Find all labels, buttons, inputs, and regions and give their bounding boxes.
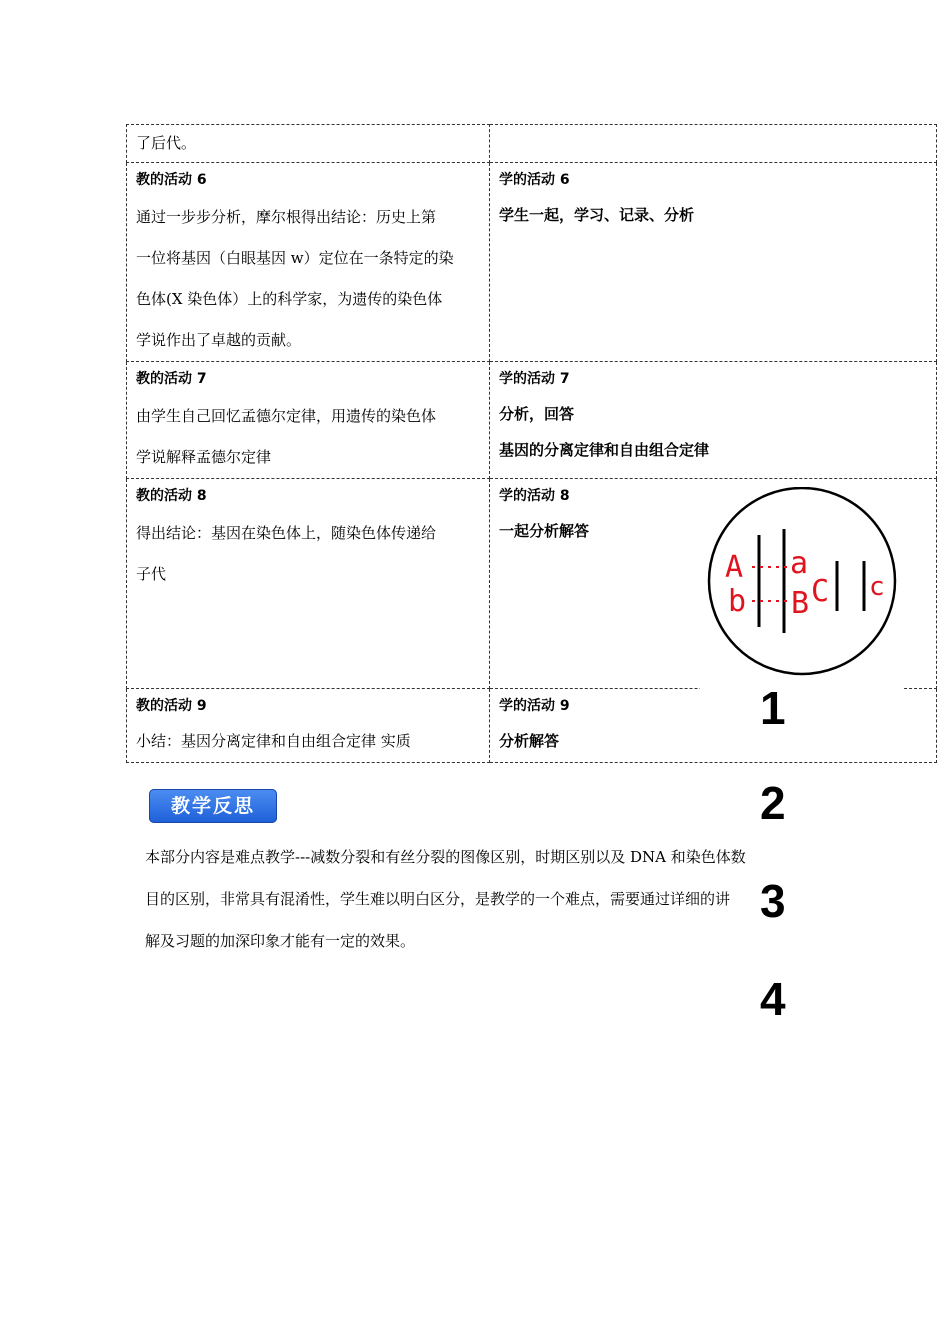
reflection-line: 本部分内容是难点教学---减数分裂和有丝分裂的图像区别，时期区别以及 DNA 和染色体数 [145, 848, 746, 866]
student-activity-6 [490, 163, 937, 362]
teacher-activity-9 [127, 689, 490, 763]
teacher-activity-8 [127, 479, 490, 689]
number-marker: 3 [760, 875, 786, 927]
student-activity-6-title: 学的活动 6 [499, 172, 570, 188]
student-activity-9-title: 学的活动 9 [499, 698, 570, 714]
teacher-activity-6-line: 一位将基因（白眼基因 w）定位在一条特定的染 [136, 249, 454, 267]
chromosome-gene-diagram [700, 487, 904, 689]
row0-left-text: 了后代。 [136, 134, 197, 152]
teacher-activity-8-line: 得出结论：基因在染色体上，随染色体传递给 [136, 524, 437, 542]
teacher-activity-6-title: 教的活动 6 [136, 172, 207, 188]
number-marker: 1 [760, 682, 786, 734]
student-activity-7 [490, 362, 937, 479]
gene-label-C: C [811, 574, 830, 609]
teacher-activity-7 [127, 362, 490, 479]
student-activity-9 [490, 689, 937, 763]
teacher-activity-6 [127, 163, 490, 362]
gene-label-A: A [725, 550, 744, 585]
student-activity-7-title: 学的活动 7 [499, 371, 570, 387]
gene-label-b: b [728, 584, 747, 619]
teacher-activity-8-title: 教的活动 8 [136, 488, 207, 504]
reflection-line: 解及习题的加深印象才能有一定的效果。 [145, 932, 416, 950]
teacher-activity-9-title: 教的活动 9 [136, 698, 207, 714]
chromosome-circle-svg [700, 487, 904, 689]
teaching-reflection-text [145, 836, 805, 962]
teaching-reflection-badge: 教学反思 [149, 789, 277, 823]
student-activity-7-line: 分析，回答 [499, 405, 575, 423]
reflection-line: 目的区别，非常具有混淆性，学生难以明白区分，是教学的一个难点，需要通过详细的讲 [145, 890, 731, 908]
cell-row0-right [490, 125, 937, 163]
gene-label-a: a [790, 546, 809, 581]
teacher-activity-6-line: 学说作出了卓越的贡献。 [136, 331, 302, 349]
teacher-activity-7-line: 由学生自己回忆孟德尔定律，用遗传的染色体 [136, 407, 437, 425]
number-marker: 4 [760, 973, 786, 1025]
student-activity-6-line: 学生一起，学习、记录、分析 [499, 206, 695, 224]
teacher-activity-7-line: 学说解释孟德尔定律 [136, 448, 272, 466]
student-activity-8-title: 学的活动 8 [499, 488, 570, 504]
student-activity-9-line: 分析解答 [499, 732, 560, 750]
number-marker: 2 [760, 777, 786, 829]
teacher-activity-6-line: 色体(X 染色体）上的科学家，为遗传的染色体 [136, 290, 443, 308]
teacher-activity-8-line: 子代 [136, 565, 167, 583]
teacher-activity-6-line: 通过一步步分析，摩尔根得出结论：历史上第 [136, 208, 437, 226]
teacher-activity-9-line: 小结：基因分离定律和自由组合定律 实质 [136, 732, 411, 750]
cell-row0-left [127, 125, 490, 163]
gene-label-B: B [791, 586, 810, 621]
teacher-activity-7-title: 教的活动 7 [136, 371, 207, 387]
student-activity-7-line: 基因的分离定律和自由组合定律 [499, 441, 710, 459]
gene-label-c: c [869, 572, 885, 602]
student-activity-8-line: 一起分析解答 [499, 522, 590, 540]
